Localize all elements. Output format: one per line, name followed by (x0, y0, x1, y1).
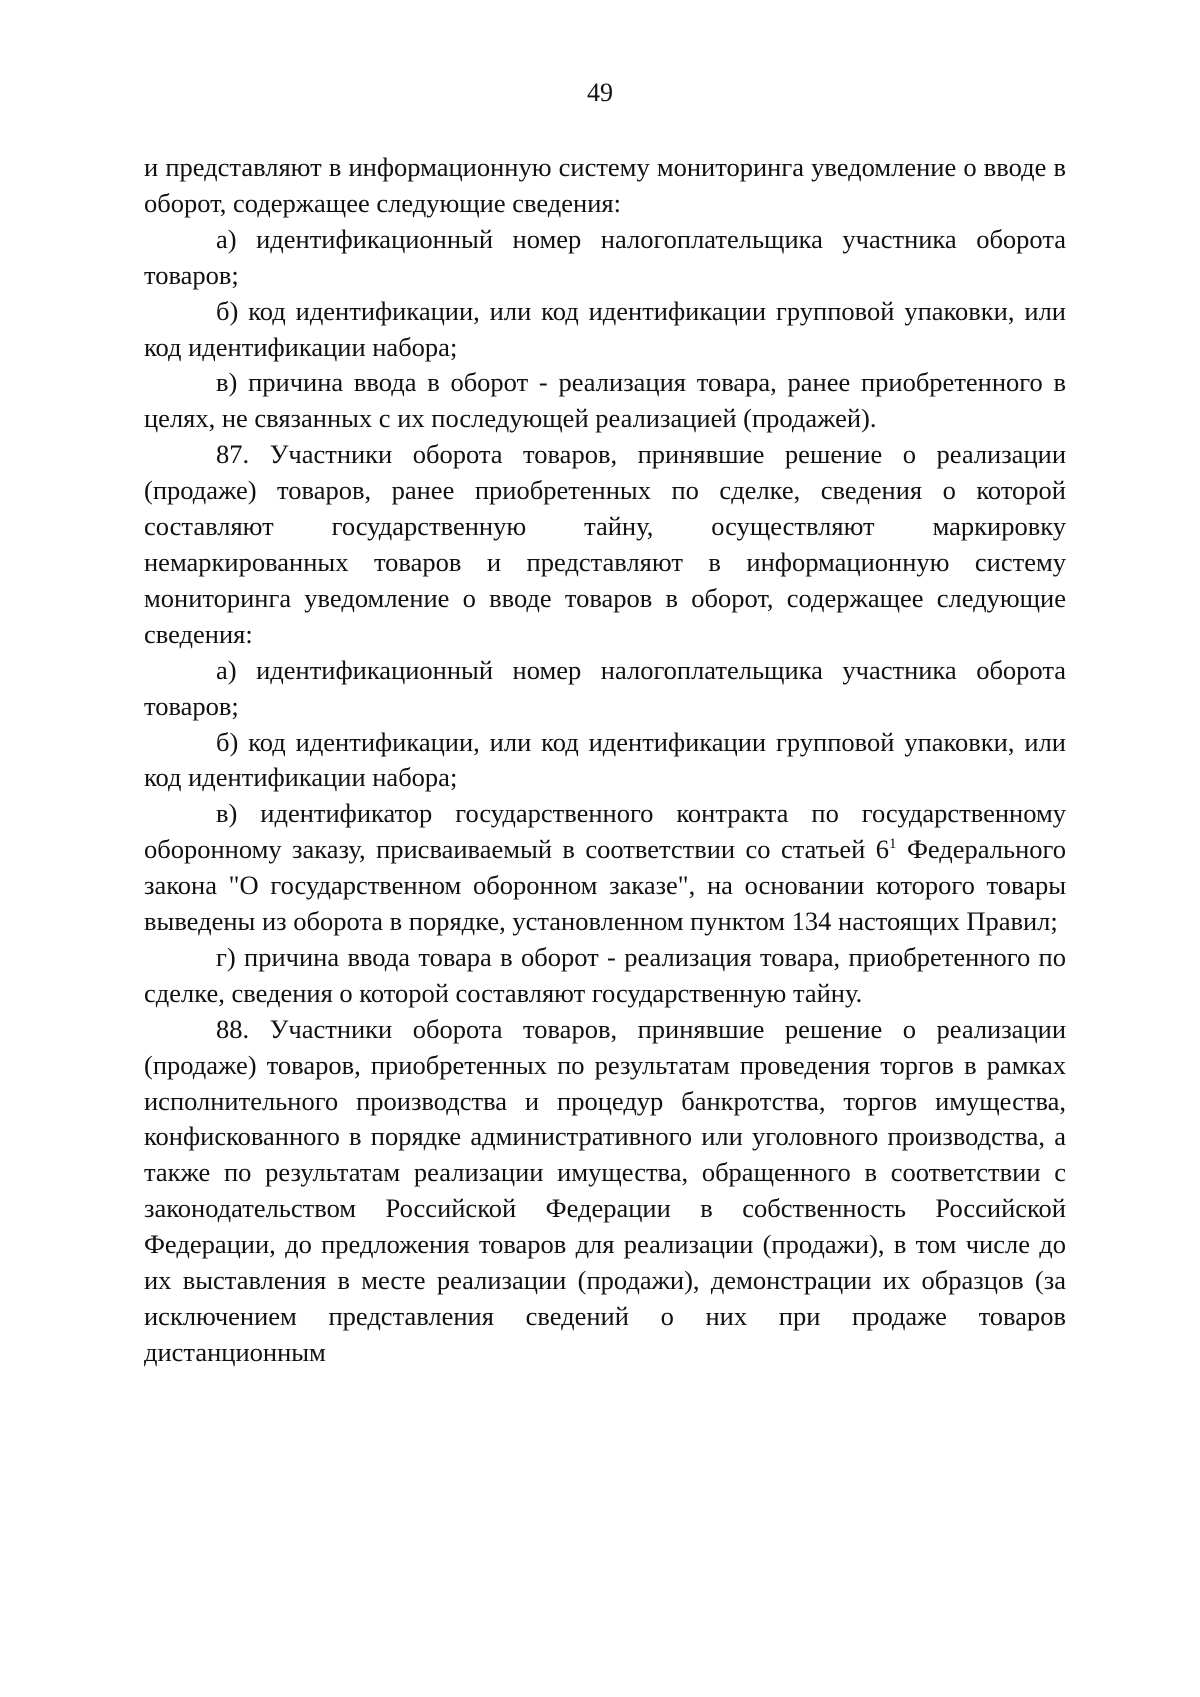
paragraph-88: 88. Участники оборота товаров, принявшие решение о реализации (продаже) товаров, приобретенных по результатам проведения торгов в рамках исполнительного производства и процедур банкротства, торгов имущества, конфискованного в порядке административного или уголовного производства, а также по результатам реализации имущества, обращенного в соответствии с законодательством Российской Федерации в собственность Российской Федерации, до предложения товаров для реализации (продажи), в том числе до их выставления в месте реализации (продажи), демонстрации их образцов (за исключением представления сведений о них при продаже товаров дистанционным (144, 1013, 1066, 1367)
list-item-d: г) причина ввода товара в оборот - реализация товара, приобретенного по сделке, сведения о которой составляют государственную тайну. (144, 941, 1066, 1008)
paragraph-87: 87. Участники оборота товаров, принявшие решение о реализации (продаже) товаров, ранее приобретенных по сделке, сведения о которой составляют государственную тайну, осуществляют маркировку немаркированных товаров и представляют в информационную систему мониторинга уведомление о вводе товаров в оборот, содержащее следующие сведения: (144, 439, 1066, 649)
list-item-a: а) идентификационный номер налогоплательщика участника оборота товаров; (144, 223, 1066, 290)
list-item-b: б) код идентификации, или код идентификации групповой упаковки, или код идентификации набора; (144, 726, 1066, 793)
document-body (144, 150, 1066, 1371)
page-number: 49 (587, 78, 613, 107)
superscript: 1 (889, 836, 897, 853)
list-item-a: а) идентификационный номер налогоплательщика участника оборота товаров; (144, 654, 1066, 721)
list-item-c-text-start: в) идентификатор государственного контракта по государственному оборонному заказу, присваиваемый в соответствии со статьей 6 (144, 798, 1066, 865)
list-item-b: б) код идентификации, или код идентификации групповой упаковки, или код идентификации набора; (144, 295, 1066, 362)
list-item-c-text-end: Федерального закона "О государственном оборонном заказе", на основании которого товары выведены из оборота в порядке, установленном пунктом 134 настоящих Правил; (144, 834, 1067, 937)
list-item-c: в) причина ввода в оборот - реализация товара, ранее приобретенного в целях, не связанных с их последующей реализацией (продажей). (144, 367, 1066, 434)
list-item-c (144, 796, 1066, 940)
paragraph-continuation: и представляют в информационную систему мониторинга уведомление о вводе в оборот, содержащее следующие сведения: (144, 152, 1066, 218)
